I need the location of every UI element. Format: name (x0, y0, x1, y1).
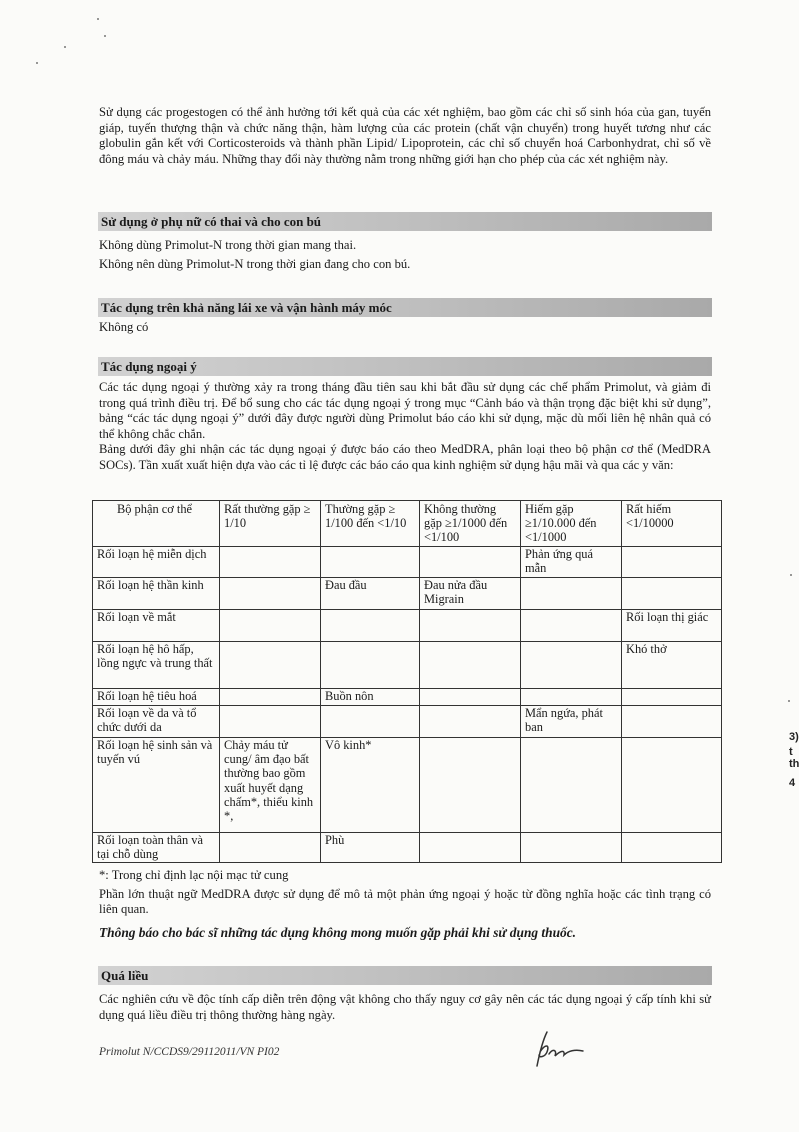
intro-section (99, 105, 711, 167)
table-cell (220, 706, 321, 738)
adverse-intro (99, 380, 711, 473)
edge-mark: 4 (789, 777, 796, 789)
signature-mark (527, 1030, 591, 1070)
adverse-effects-table (92, 500, 722, 863)
table-cell (521, 642, 622, 689)
table-cell (321, 547, 420, 578)
table-cell: Rối loạn hệ sinh sản và tuyến vú (93, 738, 220, 833)
header-cell: Bộ phận cơ thể (93, 501, 220, 547)
table-cell (420, 738, 521, 833)
intro-paragraph: Sử dụng các progestogen có thể ảnh hưởng tới kết quả của các xét nghiệm, bao gồm các chỉ số sinh hóa của gan, tuyến giáp, tuyến thượng thận và chức năng thận, hàm lượng của các protein (chất vận chuyển) trong huyết tương như các globulin gắn kết với Corticosteroids và thành phần Lipid/ Lipoprotein, các chỉ số chuyển hoá Carbonhydrat, chỉ số về đông máu và chảy máu. Những thay đổi này thường nằm trong những giới hạn cho phép của các xét nghiệm này. (99, 105, 711, 166)
table-cell (420, 833, 521, 863)
table-cell: Rối loạn về mắt (93, 610, 220, 642)
section-heading-driving: Tác dụng trên khả năng lái xe và vận hành máy móc (98, 298, 712, 317)
table-cell (220, 642, 321, 689)
table-cell (622, 578, 722, 610)
table-row (93, 547, 722, 578)
scan-speck (104, 35, 106, 37)
table-row (93, 642, 722, 689)
table-cell: Rối loạn hệ thần kinh (93, 578, 220, 610)
table-cell (622, 706, 722, 738)
doctor-warning: Thông báo cho bác sĩ những tác dụng không mong muốn gặp phải khi sử dụng thuốc. (99, 925, 577, 940)
overdose-text: Các nghiên cứu về độc tính cấp diễn trên động vật không cho thấy nguy cơ gây nên các tác dụng ngoại ý cấp tính khi sử dụng quá liều điều trị thông thường hàng ngày. (99, 992, 711, 1022)
pregnancy-line-2: Không nên dùng Primolut-N trong thời gian đang cho con bú. (99, 256, 411, 271)
driving-text: Không có (99, 320, 149, 334)
table-cell (321, 610, 420, 642)
scan-speck (790, 574, 792, 576)
table-cell (220, 610, 321, 642)
table-cell: Vô kinh* (321, 738, 420, 833)
table-cell: Mẩn ngứa, phát ban (521, 706, 622, 738)
document-footer-code: Primolut N/CCDS9/29112011/VN PI02 (99, 1046, 280, 1058)
table-cell (321, 642, 420, 689)
table-cell (420, 689, 521, 706)
table-cell (321, 706, 420, 738)
table-row (93, 706, 722, 738)
header-cell: Thường gặp ≥ 1/100 đến <1/10 (321, 501, 420, 547)
table-cell: Rối loạn hệ miễn dịch (93, 547, 220, 578)
table-notes (99, 868, 711, 918)
edge-mark: 3) (789, 731, 799, 743)
overdose-section (99, 992, 711, 1023)
scan-speck (64, 46, 66, 48)
table-cell: Rối loạn thị giác (622, 610, 722, 642)
table-cell (521, 738, 622, 833)
section-heading-adverse: Tác dụng ngoại ý (98, 357, 712, 376)
table-cell (521, 689, 622, 706)
table-cell (220, 833, 321, 863)
table-row (93, 833, 722, 863)
table-cell (420, 547, 521, 578)
table-cell (521, 610, 622, 642)
section-heading-overdose: Quá liều (98, 966, 712, 985)
table-cell (420, 642, 521, 689)
table-cell: Rối loạn về da và tổ chức dưới da (93, 706, 220, 738)
table-cell (622, 547, 722, 578)
table-row (93, 689, 722, 706)
table-cell: Phù (321, 833, 420, 863)
driving-section (99, 320, 711, 336)
table-cell (521, 578, 622, 610)
meddra-note: Phần lớn thuật ngữ MedDRA được sử dụng để mô tả một phản ứng ngoại ý hoặc từ đồng nghĩa hoặc các tình trạng có liên quan. (99, 886, 711, 916)
header-cell: Hiếm gặp ≥1/10.000 đến <1/1000 (521, 501, 622, 547)
table-row (93, 578, 722, 610)
table-cell (420, 610, 521, 642)
pregnancy-section (99, 238, 711, 272)
table-row (93, 738, 722, 833)
table-footnote: *: Trong chỉ định lạc nội mạc tử cung (99, 868, 289, 882)
table-cell: Chảy máu tử cung/ âm đạo bất thường bao gồm xuất huyết dạng chấm*, thiểu kinh *, (220, 738, 321, 833)
table-cell: Phản ứng quá mẫn (521, 547, 622, 578)
scan-speck (97, 18, 99, 20)
scan-speck (36, 62, 38, 64)
table-cell (220, 689, 321, 706)
table-cell: Rối loạn toàn thân và tại chỗ dùng (93, 833, 220, 863)
table-cell (220, 547, 321, 578)
table-cell: Đau đầu (321, 578, 420, 610)
table-cell: Rối loạn hệ hô hấp, lồng ngực và trung thất (93, 642, 220, 689)
pregnancy-line-1: Không dùng Primolut-N trong thời gian mang thai. (99, 238, 357, 252)
table-cell (420, 706, 521, 738)
table-cell (622, 689, 722, 706)
table-cell: Buồn nôn (321, 689, 420, 706)
table-cell (622, 738, 722, 833)
table-cell (622, 833, 722, 863)
table-cell: Đau nửa đầu Migrain (420, 578, 521, 610)
table-header-row (93, 501, 722, 547)
header-cell: Rất hiếm <1/10000 (622, 501, 722, 547)
table-cell: Khó thở (622, 642, 722, 689)
section-heading-pregnancy: Sử dụng ở phụ nữ có thai và cho con bú (98, 212, 712, 231)
table-row (93, 610, 722, 642)
edge-mark: t (789, 746, 793, 758)
scan-speck (788, 700, 790, 702)
header-cell: Rất thường gặp ≥ 1/10 (220, 501, 321, 547)
header-cell: Không thường gặp ≥1/1000 đến <1/100 (420, 501, 521, 547)
adverse-paragraph-1: Các tác dụng ngoại ý thường xảy ra trong tháng đầu tiên sau khi bắt đầu sử dụng các chế phẩm Primolut, và giảm đi trong quá trình điều trị. Để bổ sung cho các tác dụng ngoại ý trong mục “Cảnh báo và thận trọng đặc biệt khi sử dụng”, bảng “các tác dụng ngoại ý” dưới đây được người dùng Primolut báo cáo khi sử dụng, mặc dù mối liên hệ nhân quả có thể không chắc chắn. (99, 380, 711, 441)
edge-mark: th (789, 758, 799, 770)
table-cell (220, 578, 321, 610)
table-cell: Rối loạn hệ tiêu hoá (93, 689, 220, 706)
adverse-paragraph-2: Bảng dưới đây ghi nhận các tác dụng ngoại ý được báo cáo theo MedDRA, phân loại theo bộ phận cơ thể (MedDRA SOCs). Tần xuất xuất hiện dựa vào các tỉ lệ được các báo cáo qua kinh nghiệm sử dụng hậu mãi và qua các y văn: (99, 442, 711, 472)
table-cell (521, 833, 622, 863)
